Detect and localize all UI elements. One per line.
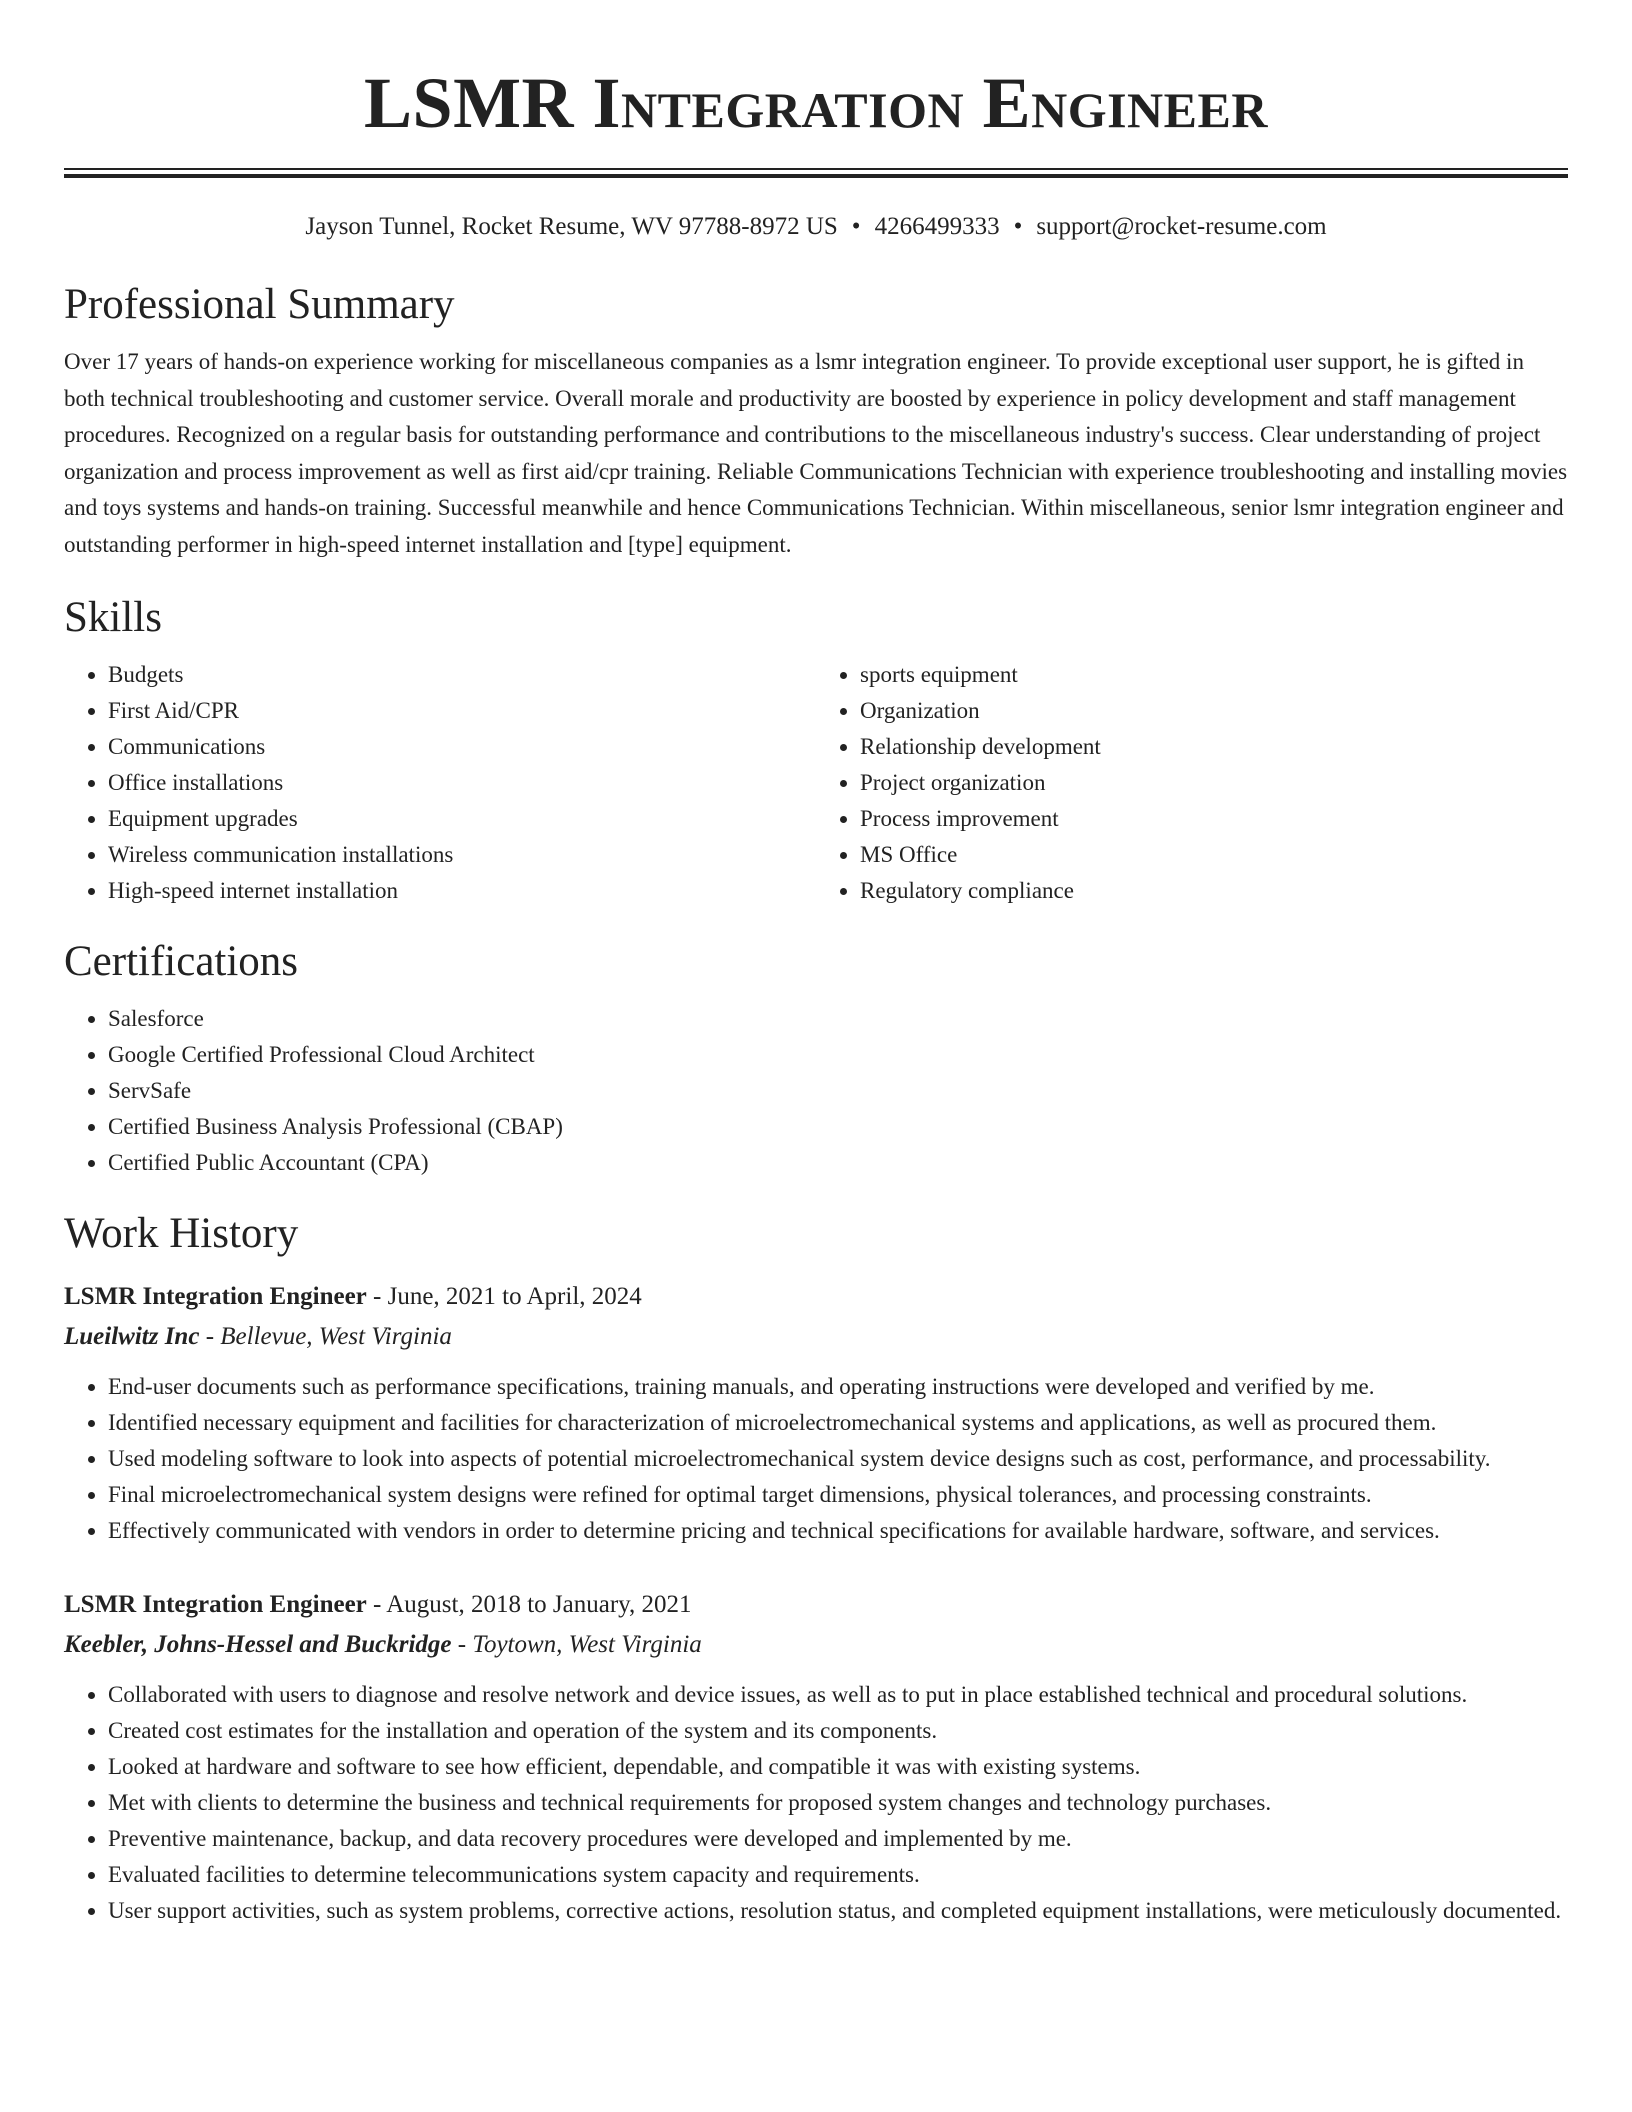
skills-list	[64, 657, 1568, 909]
job-bullet: • User support activities, such as system problems, corrective actions, resolution status, and completed equipment installations, were meticulously documented.	[108, 1893, 1568, 1929]
resume-title: LSMR Integration Engineer	[364, 63, 1268, 143]
skills-right-column	[816, 657, 1568, 909]
summary-heading: Professional Summary	[64, 281, 455, 328]
skill-item: • Equipment upgrades	[108, 801, 816, 837]
certification-item: • Certified Business Analysis Professional (CBAP)	[108, 1109, 1568, 1145]
job-entry	[64, 1277, 1568, 1549]
job-location: - Toytown, West Virginia	[451, 1631, 702, 1658]
job-company-line	[64, 1625, 1568, 1665]
job-title-line	[64, 1585, 1568, 1625]
skill-item: • Process improvement	[860, 801, 1568, 837]
skill-item: • Relationship development	[860, 729, 1568, 765]
job-role: LSMR Integration Engineer	[64, 1283, 367, 1310]
skills-left-column	[64, 657, 816, 909]
job-dates: - August, 2018 to January, 2021	[366, 1591, 692, 1618]
skill-item: • sports equipment	[860, 657, 1568, 693]
job-entry	[64, 1585, 1568, 1929]
job-bullets	[64, 1677, 1568, 1929]
job-role: LSMR Integration Engineer	[64, 1591, 367, 1618]
job-company: Keebler, Johns-Hessel and Buckridge	[64, 1631, 452, 1658]
contact-phone: 4266499333	[874, 213, 1000, 240]
skill-item: • MS Office	[860, 837, 1568, 873]
job-title-line	[64, 1277, 1568, 1317]
skill-item: • Communications	[108, 729, 816, 765]
contact-address: Jayson Tunnel, Rocket Resume, WV 97788-8972 US	[305, 213, 838, 240]
summary-text: Over 17 years of hands-on experience working for miscellaneous companies as a lsmr integration engineer. To provide exceptional user support, he is gifted in both technical troubleshooting and customer service. Overall morale and productivity are boosted by experience in policy development and staff management procedures. Recognized on a regular basis for outstanding performance and contributions to the miscellaneous industry's success. Clear understanding of project organization and process improvement as well as first aid/cpr training. Reliable Communications Technician with experience troubleshooting and installing movies and toys systems and hands-on training. Successful meanwhile and hence Communications Technician. Within miscellaneous, senior lsmr integration engineer and outstanding performer in high-speed internet installation and [type] equipment.	[64, 349, 1568, 557]
job-bullet: • Evaluated facilities to determine telecommunications system capacity and requirements.	[108, 1857, 1568, 1893]
job-bullet: • Used modeling software to look into aspects of potential microelectromechanical system device designs such as cost, performance, and processability.	[108, 1441, 1568, 1477]
certification-item: • Certified Public Accountant (CPA)	[108, 1145, 1568, 1181]
skill-item: • Project organization	[860, 765, 1568, 801]
contact-line	[64, 212, 1568, 242]
contact-separator: •	[851, 213, 861, 240]
job-bullet: • Identified necessary equipment and facilities for characterization of microelectromechanical systems and applications, as well as procured them.	[108, 1405, 1568, 1441]
work-history-heading: Work History	[64, 1210, 299, 1257]
skill-item: • Organization	[860, 693, 1568, 729]
skill-item: • High-speed internet installation	[108, 873, 816, 909]
job-bullet: • Final microelectromechanical system designs were refined for optimal target dimensions, physical tolerances, and processing constraints.	[108, 1477, 1568, 1513]
job-company-line	[64, 1317, 1568, 1357]
job-bullet: • Looked at hardware and software to see how efficient, dependable, and compatible it was with existing systems.	[108, 1749, 1568, 1785]
job-location: - Bellevue, West Virginia	[199, 1323, 452, 1350]
certification-item: • Google Certified Professional Cloud Architect	[108, 1037, 1568, 1073]
title-divider	[64, 168, 1568, 178]
certifications-list	[64, 1001, 1568, 1181]
job-bullet: • Effectively communicated with vendors in order to determine pricing and technical specifications for available hardware, software, and services.	[108, 1513, 1568, 1549]
contact-separator: •	[1013, 213, 1023, 240]
skills-heading: Skills	[64, 594, 162, 641]
job-bullets	[64, 1369, 1568, 1549]
job-bullet: • Collaborated with users to diagnose and resolve network and device issues, as well as to put in place established technical and procedural solutions.	[108, 1677, 1568, 1713]
job-dates: - June, 2021 to April, 2024	[366, 1283, 642, 1310]
skill-item: • Wireless communication installations	[108, 837, 816, 873]
certification-item: • ServSafe	[108, 1073, 1568, 1109]
skill-item: • Budgets	[108, 657, 816, 693]
contact-email: support@rocket-resume.com	[1036, 213, 1327, 240]
job-bullet: • Preventive maintenance, backup, and data recovery procedures were developed and implemented by me.	[108, 1821, 1568, 1857]
certifications-heading: Certifications	[64, 938, 299, 985]
job-company: Lueilwitz Inc	[64, 1323, 200, 1350]
skill-item: • Office installations	[108, 765, 816, 801]
certification-item: • Salesforce	[108, 1001, 1568, 1037]
job-bullet: • Created cost estimates for the installation and operation of the system and its components.	[108, 1713, 1568, 1749]
job-bullet: • End-user documents such as performance specifications, training manuals, and operating instructions were developed and verified by me.	[108, 1369, 1568, 1405]
job-bullet: • Met with clients to determine the business and technical requirements for proposed system changes and technology purchases.	[108, 1785, 1568, 1821]
skill-item: • First Aid/CPR	[108, 693, 816, 729]
skill-item: • Regulatory compliance	[860, 873, 1568, 909]
